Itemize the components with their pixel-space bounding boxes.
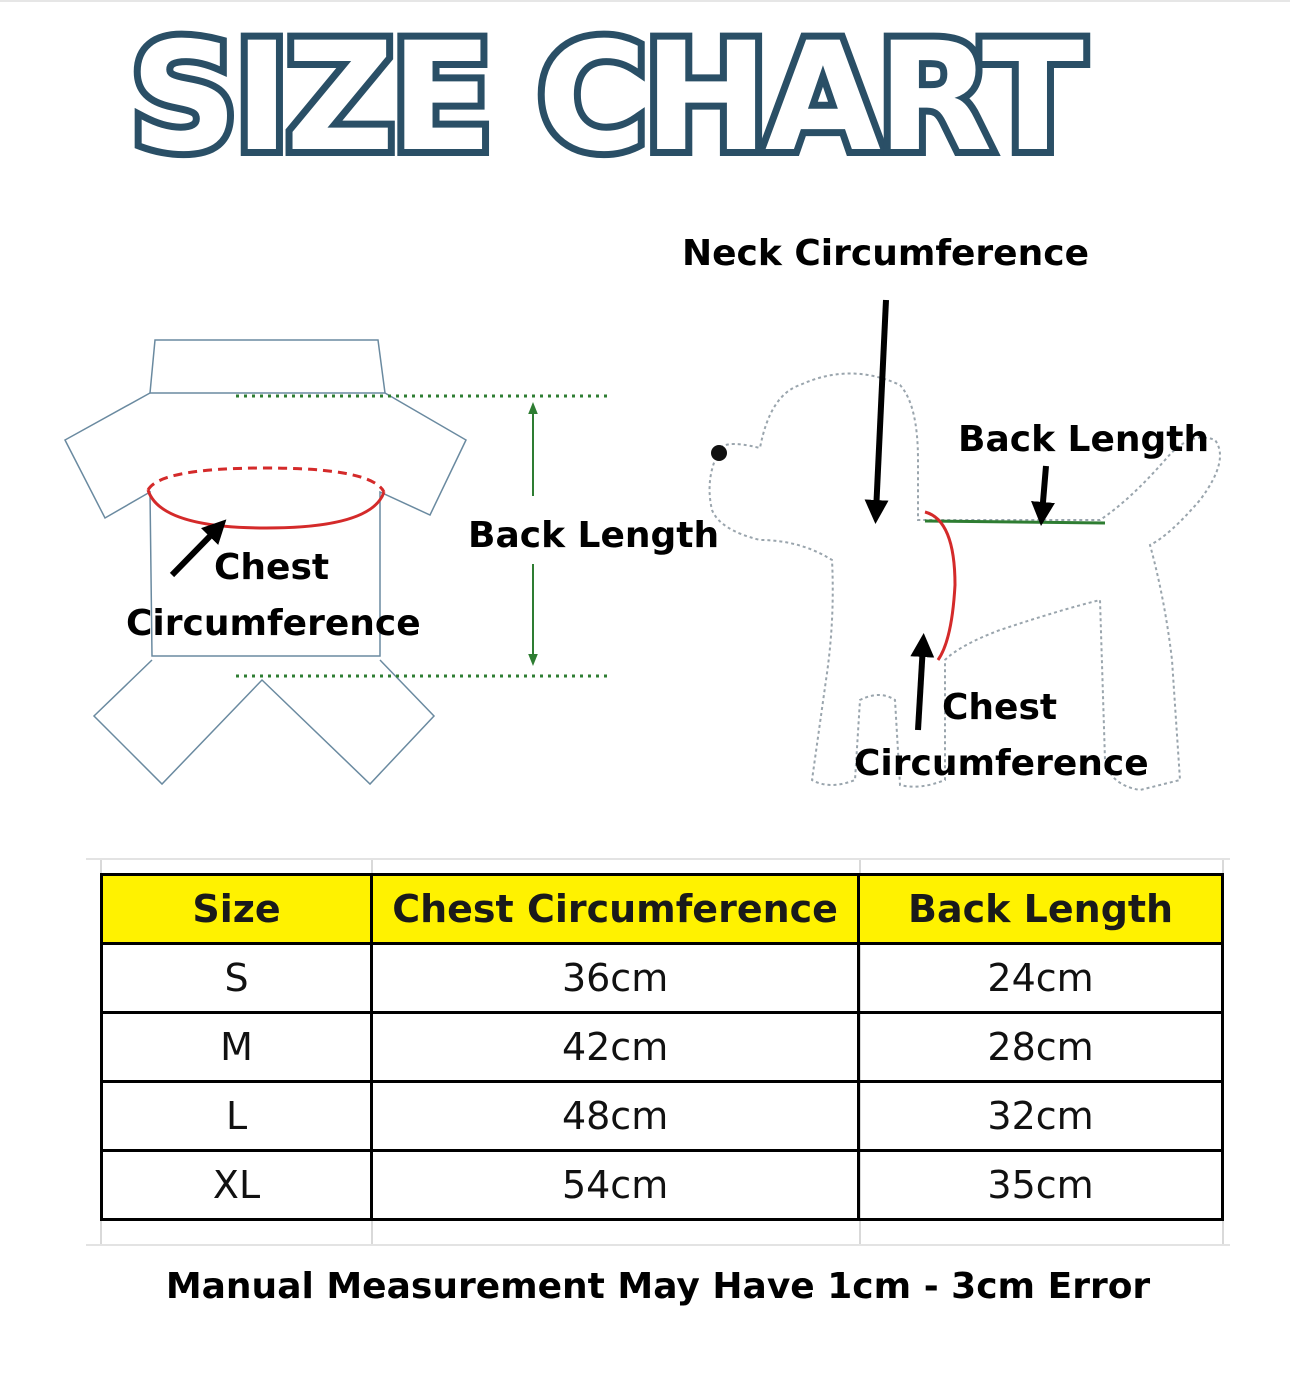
cell-size: XL	[102, 1151, 372, 1220]
size-table	[100, 873, 1224, 1221]
cell-back-length: 24cm	[859, 944, 1223, 1013]
label-back-length-garment: Back Length	[468, 515, 720, 556]
label-chest-dog-line2: Circumference	[854, 743, 1149, 784]
grid-line	[86, 858, 1230, 860]
footer-note: Manual Measurement May Have 1cm - 3cm Error	[165, 1266, 1151, 1307]
cell-chest: 36cm	[372, 944, 859, 1013]
garment-legs	[94, 660, 434, 784]
label-chest-dog-line1: Chest	[942, 687, 1058, 728]
label-back-length-dog: Back Length	[958, 419, 1210, 460]
cell-back-length: 32cm	[859, 1082, 1223, 1151]
header-size: Size	[102, 875, 372, 944]
dog-back-line	[925, 521, 1105, 523]
table-row	[102, 1151, 1223, 1220]
chest-ellipse-back	[148, 468, 384, 492]
garment-collar	[150, 340, 385, 393]
cell-back-length: 35cm	[859, 1151, 1223, 1220]
dog-nose	[711, 445, 727, 461]
back-pointer-arrow	[1042, 466, 1046, 514]
grid-line	[86, 1244, 1230, 1246]
label-chest-garment-line2: Circumference	[126, 603, 421, 644]
cell-size: L	[102, 1082, 372, 1151]
header-back-length: Back Length	[859, 875, 1223, 944]
cell-chest: 42cm	[372, 1013, 859, 1082]
table-row	[102, 1082, 1223, 1151]
cell-back-length: 28cm	[859, 1013, 1223, 1082]
chest-pointer-arrow	[172, 528, 218, 575]
cell-chest: 54cm	[372, 1151, 859, 1220]
table-header-row	[102, 875, 1223, 944]
table-row	[102, 944, 1223, 1013]
cell-size: M	[102, 1013, 372, 1082]
label-neck-circumference: Neck Circumference	[682, 233, 1089, 274]
dog-chest-pointer-arrow	[918, 645, 923, 730]
label-chest-garment-line1: Chest	[214, 547, 330, 588]
table-row	[102, 1013, 1223, 1082]
dog-chest-line	[925, 512, 955, 660]
neck-pointer-arrow	[876, 300, 886, 512]
cell-chest: 48cm	[372, 1082, 859, 1151]
chest-ellipse-front	[148, 490, 384, 528]
page-title: SIZE CHART	[129, 11, 1081, 185]
cell-size: S	[102, 944, 372, 1013]
header-chest-circumference: Chest Circumference	[372, 875, 859, 944]
